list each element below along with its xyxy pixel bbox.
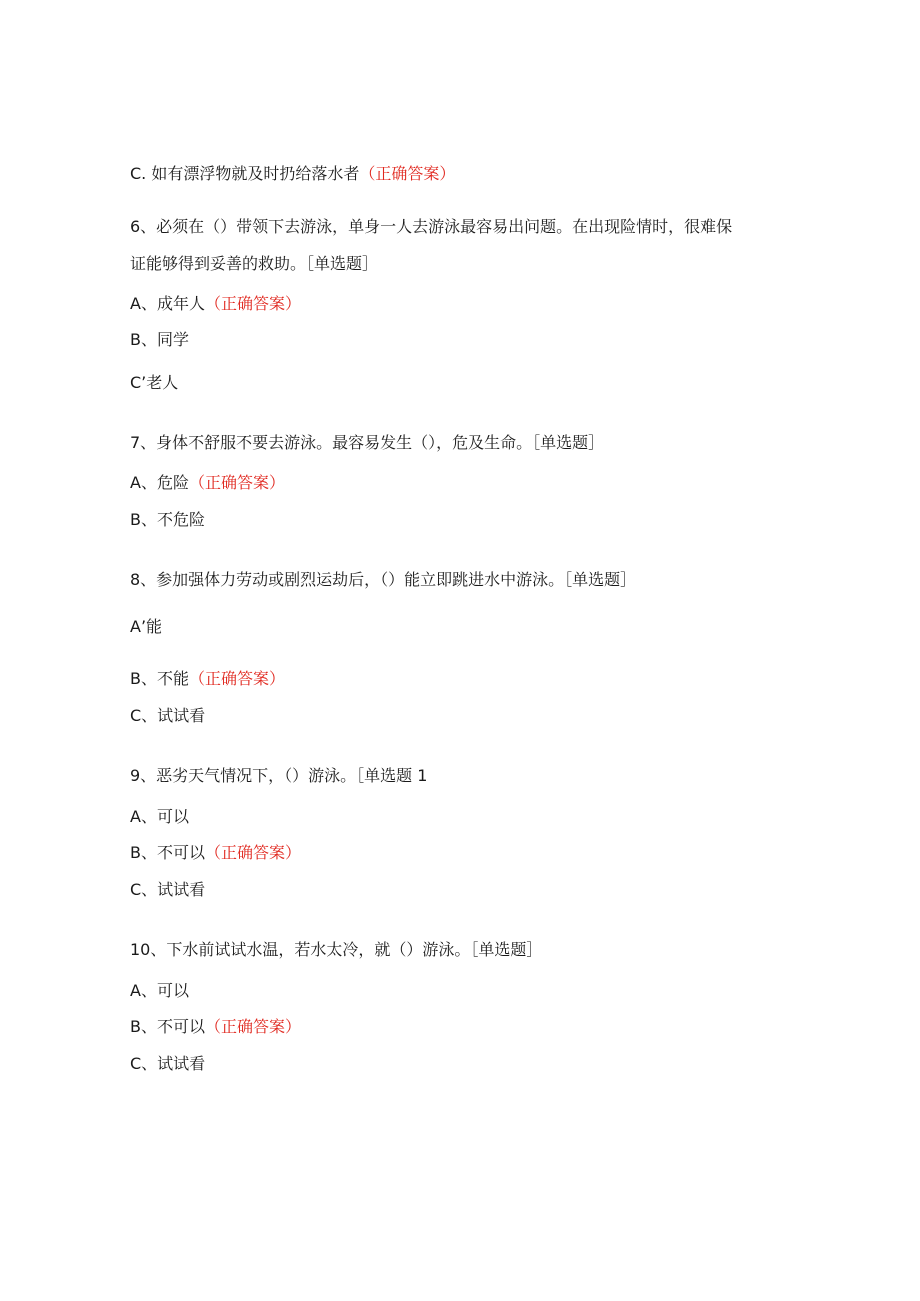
option-text: A’能 (130, 617, 163, 636)
question-text: 6、必须在（）带领下去游泳，单身一人去游泳最容易出问题。在出现险情时，很难保 (130, 217, 733, 236)
option-line (130, 705, 205, 727)
option-line (130, 372, 178, 394)
question-text: 8、参加强体力劳动或剧烈运劫后，（）能立即跳进水中游泳。［单选题］ (130, 570, 637, 589)
option-text: A、可以 (130, 981, 189, 1000)
question-6 (130, 216, 732, 238)
question-text: 证能够得到妥善的救助。［单选题］ (130, 254, 379, 273)
option-text: C、试试看 (130, 706, 206, 725)
option-text: C、试试看 (130, 880, 206, 899)
option-line (130, 668, 285, 690)
option-text: A、危险 (130, 473, 189, 492)
correct-answer-marker: （正确答案） (204, 843, 301, 862)
option-line (130, 329, 189, 351)
option-line (130, 509, 205, 531)
question-text: 9、恶劣天气情况下，（）游泳。［单选题 1 (130, 766, 428, 785)
correct-answer-marker: （正确答案） (188, 669, 285, 688)
option-text: C、试试看 (130, 1054, 206, 1073)
option-line (130, 1016, 301, 1038)
option-text: C. 如有漂浮物就及时扔给落水者 (130, 164, 360, 183)
option-line (130, 806, 189, 828)
correct-answer-marker: （正确答案） (204, 294, 301, 313)
option-line (130, 472, 285, 494)
question-6-continued (130, 253, 378, 275)
question-7 (130, 432, 604, 454)
correct-answer-marker: （正确答案） (188, 473, 285, 492)
option-text: B、不可以 (130, 843, 205, 862)
correct-answer-marker: （正确答案） (204, 1017, 301, 1036)
question-8 (130, 569, 636, 591)
option-line (130, 980, 189, 1002)
option-line (130, 616, 162, 638)
question-text: 7、身体不舒服不要去游泳。最容易发生（），危及生命。［单选题］ (130, 433, 605, 452)
option-text: C’老人 (130, 373, 179, 392)
option-line (130, 293, 301, 315)
option-text: B、不可以 (130, 1017, 205, 1036)
option-text: A、成年人 (130, 294, 205, 313)
option-line (130, 163, 455, 185)
option-line (130, 842, 301, 864)
question-text: 10、下水前试试水温，若水太冷，就（）游泳。［单选题］ (130, 940, 543, 959)
question-10 (130, 939, 542, 961)
option-text: B、同学 (130, 330, 189, 349)
option-text: B、不危险 (130, 510, 205, 529)
option-text: A、可以 (130, 807, 189, 826)
question-9 (130, 765, 427, 787)
option-text: B、不能 (130, 669, 189, 688)
option-line (130, 879, 205, 901)
option-line (130, 1053, 205, 1075)
correct-answer-marker: （正确答案） (359, 164, 456, 183)
